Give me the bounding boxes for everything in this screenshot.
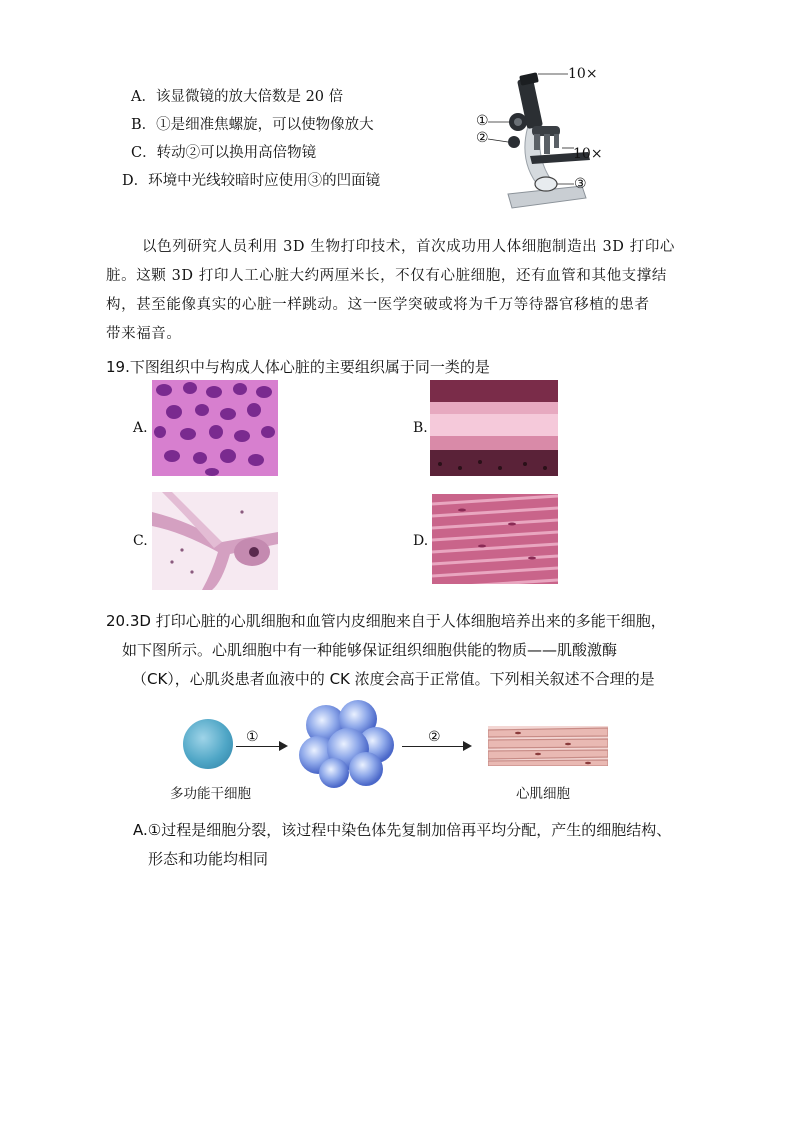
tissue-image-d	[432, 494, 558, 584]
arrow-1-head	[279, 741, 288, 751]
q18-option-a: A．该显微镜的放大倍数是 20 倍	[131, 89, 344, 105]
q18-option-d: D．环境中光线较暗时应使用③的凹面镜	[122, 173, 381, 189]
caption-cardiac-cell: 心肌细胞	[516, 786, 570, 802]
passage-line-2: 脏。这颗 3D 打印人工心脏大约两厘米长，不仅有心脏细胞，还有血管和其他支撑结	[106, 268, 667, 284]
tissue-image-a	[152, 380, 278, 476]
passage-line-1: 以色列研究人员利用 3D 生物打印技术，首次成功用人体细胞制造出 3D 打印心	[142, 239, 676, 255]
reading-passage	[106, 233, 706, 349]
q18-option-c: C．转动②可以换用高倍物镜	[131, 145, 317, 161]
arrow-2-line	[402, 746, 464, 747]
bone-tissue-image	[430, 380, 558, 476]
marker-1: ①	[476, 113, 489, 129]
q19-label-d: D.	[413, 533, 429, 549]
q20-option-a-line-2: 形态和功能均相同	[148, 850, 269, 868]
tissue-image-b	[430, 380, 558, 476]
q20-stem-line-3: （CK），心肌炎患者血液中的 CK 浓度会高于正常值。下列相关叙述不合理的是	[132, 670, 655, 688]
passage-line-3: 构，甚至能像真实的心脏一样跳动。这一医学突破或将为千万等待器官移植的患者	[106, 297, 650, 313]
microscope-figure	[470, 66, 620, 218]
caption-stem-cell: 多功能干细胞	[170, 786, 251, 802]
microscope-drawing	[470, 66, 620, 218]
marker-3: ③	[574, 176, 587, 192]
cardiac-muscle-cells-image	[488, 726, 608, 766]
objective-label: 10×	[573, 146, 603, 162]
arrow-1-label: ①	[246, 729, 259, 745]
arrow-2-label: ②	[428, 729, 441, 745]
q19-label-b: B.	[413, 420, 428, 436]
marker-2: ②	[476, 130, 489, 146]
muscle-tissue-image	[432, 494, 558, 584]
q19-label-a: A.	[133, 420, 148, 436]
passage-line-4: 带来福音。	[106, 326, 182, 342]
arrow-1-line	[236, 746, 280, 747]
q19-label-c: C.	[133, 533, 148, 549]
cell-cluster-image	[296, 697, 396, 789]
q20-stem-line-1: 20.3D 打印心脏的心肌细胞和血管内皮细胞来自于人体细胞培养出来的多能干细胞，	[106, 612, 666, 630]
cardiac-cells-drawing	[488, 726, 608, 766]
q20-option-a-line-1: A.①过程是细胞分裂，该过程中染色体先复制加倍再平均分配，产生的细胞结构、	[133, 821, 672, 839]
stem-cell-image	[183, 719, 233, 769]
nerve-tissue-image	[152, 492, 278, 590]
epithelial-tissue-image	[152, 380, 278, 476]
q19-stem: 19.下图组织中与构成人体心脏的主要组织属于同一类的是	[106, 358, 490, 376]
eyepiece-label: 10×	[568, 66, 598, 82]
tissue-image-c	[152, 492, 278, 590]
q18-option-b: B．①是细准焦螺旋，可以使物像放大	[131, 117, 374, 133]
q20-stem-line-2: 如下图所示。心肌细胞中有一种能够保证组织细胞供能的物质——肌酸激酶	[122, 641, 618, 659]
arrow-2-head	[463, 741, 472, 751]
dividing-cells-cluster	[296, 697, 396, 789]
